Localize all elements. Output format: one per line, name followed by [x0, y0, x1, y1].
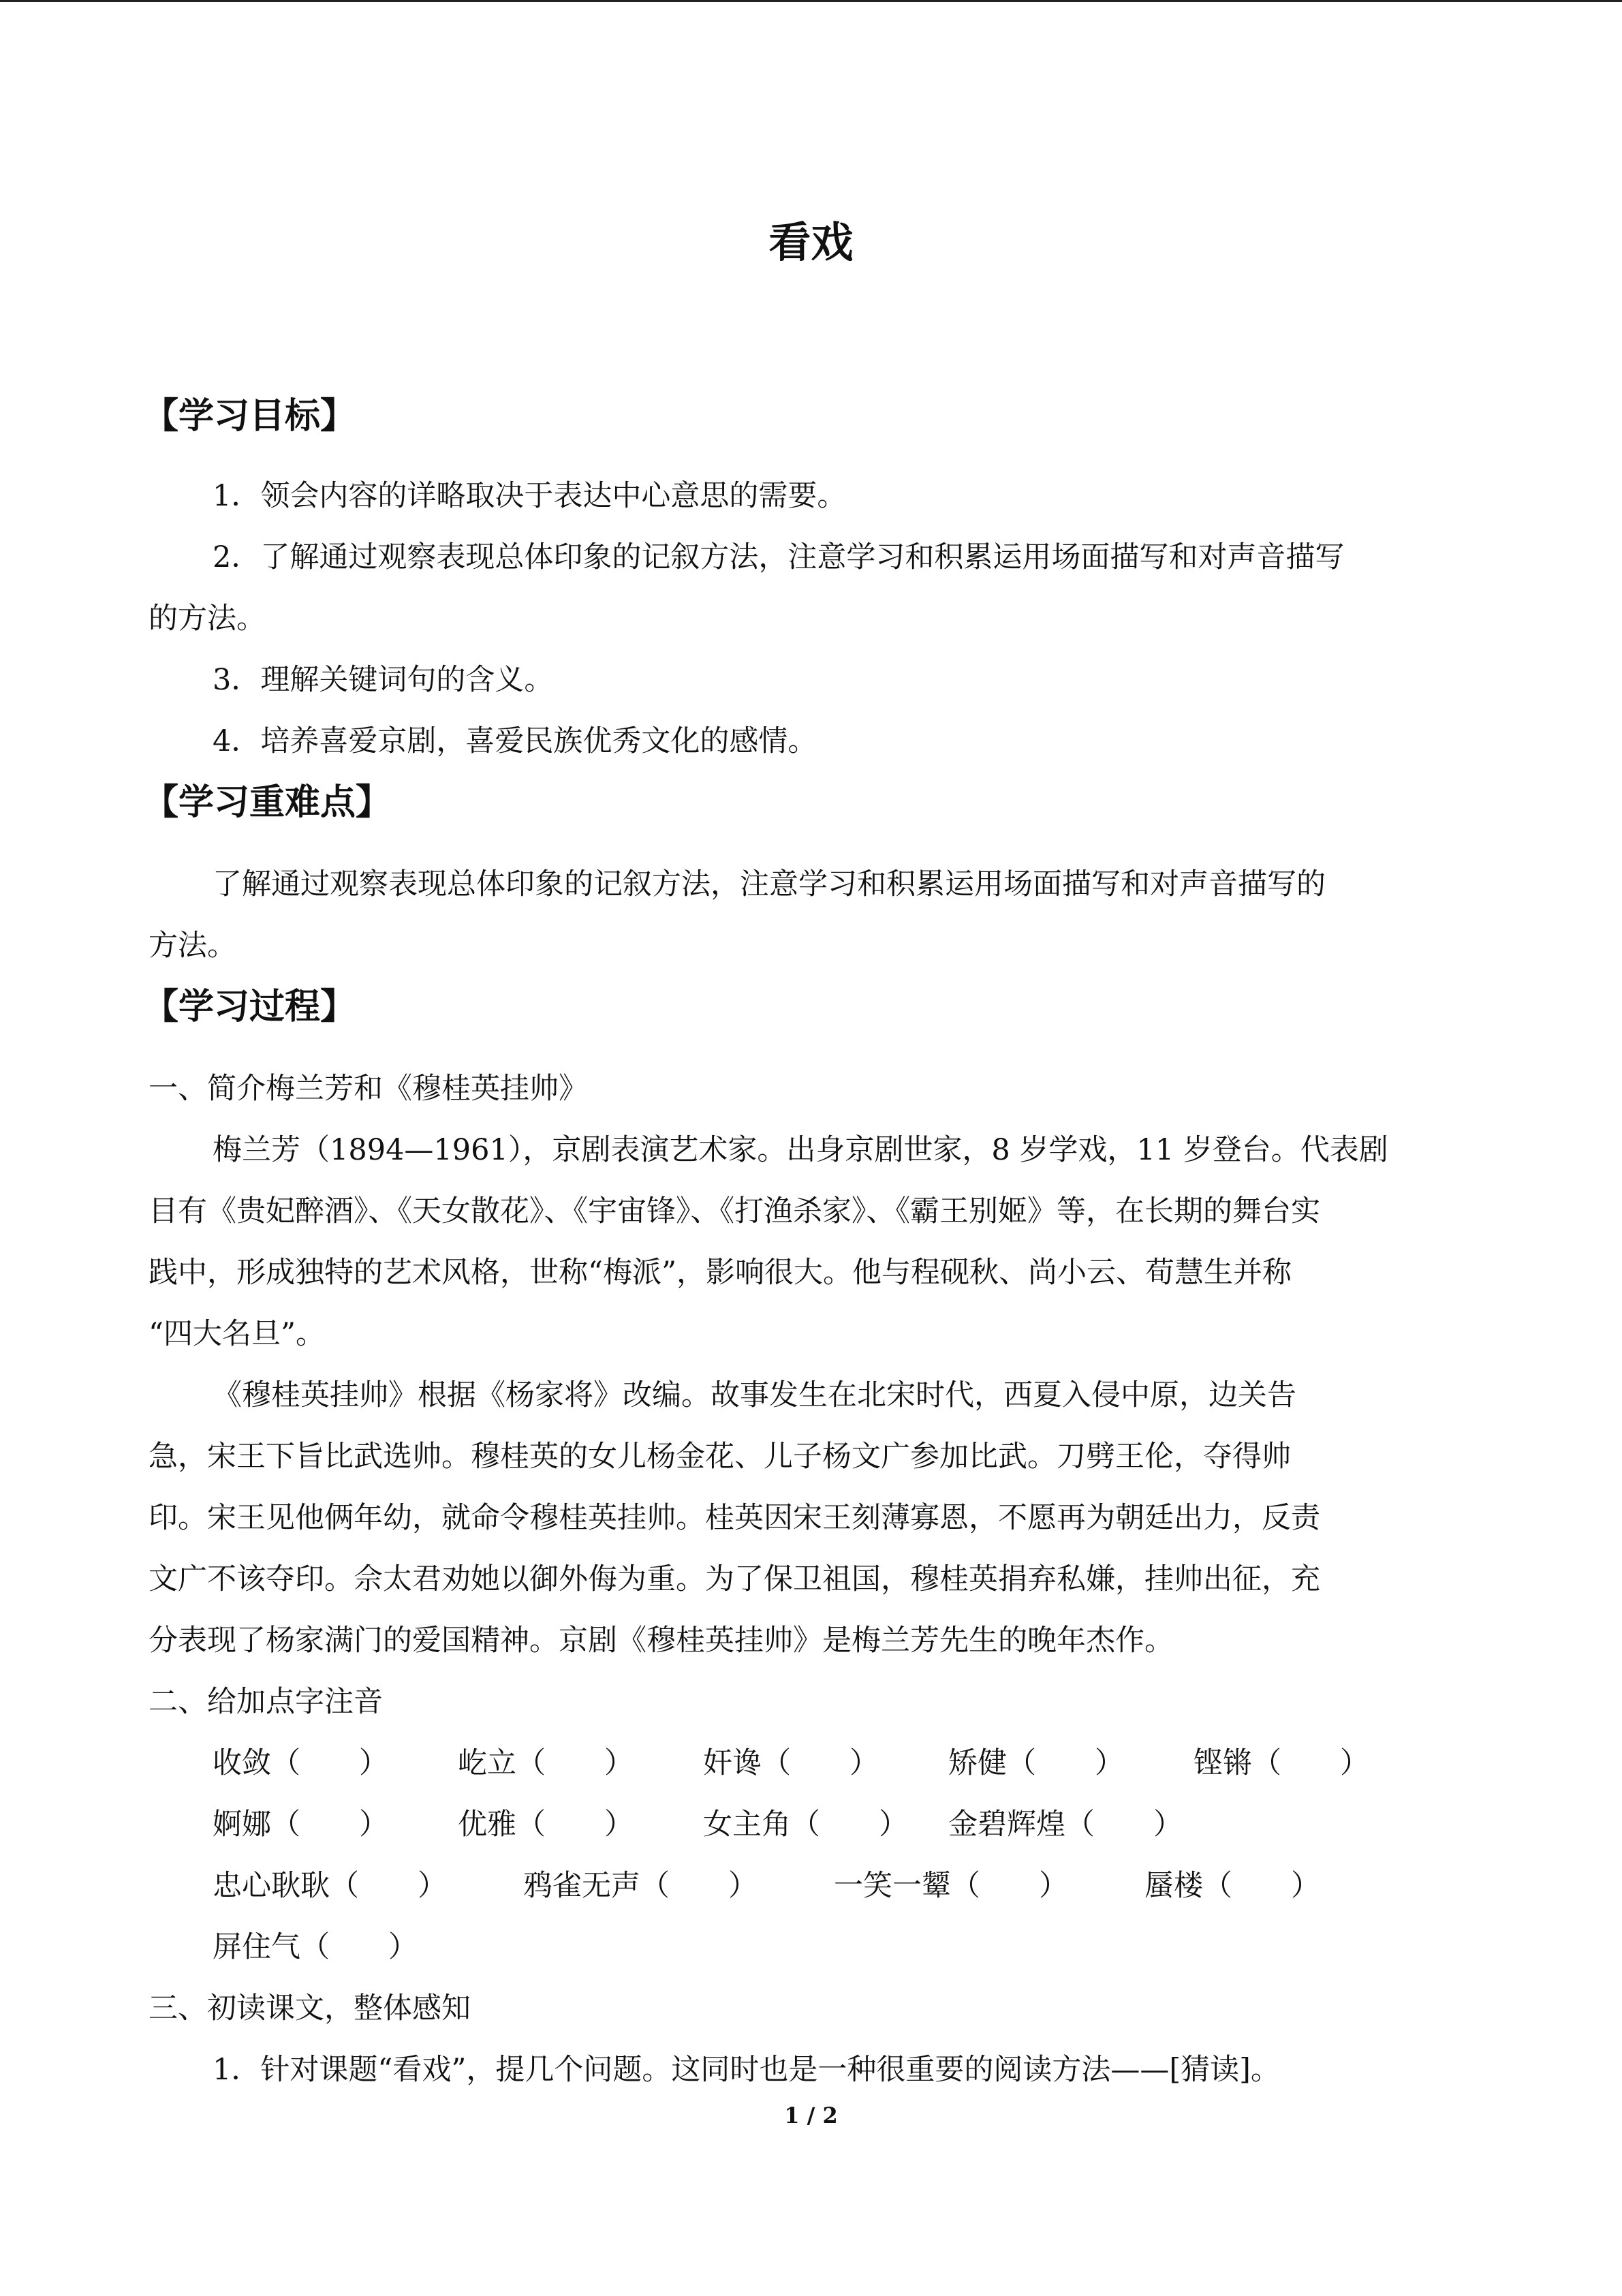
- pinyin-item: 屹立（ ）: [458, 1746, 634, 1780]
- goal-item-1: 1．领会内容的详略取决于表达中心意思的需要。: [213, 479, 847, 513]
- page-title: 看戏: [768, 217, 854, 267]
- document-page: [0, 2, 1622, 2296]
- part3-question-1: 1．针对课题“看戏”，提几个问题。这同时也是一种很重要的阅读方法——[猜读]。: [213, 2053, 1280, 2087]
- part1-p1-line-1: 梅兰芳（1894—1961），京剧表演艺术家。出身京剧世家，8 岁学戏，11 岁登台。代表剧: [213, 1133, 1388, 1167]
- goal-item-2-line-2: 的方法。: [149, 602, 266, 636]
- part1-p1-line-2: 目有《贵妃醉酒》、《天女散花》、《宇宙锋》、《打渔杀家》、《霸王别姬》等，在长期的舞台实: [149, 1194, 1320, 1228]
- part1-title: 一、简介梅兰芳和《穆桂英挂帅》: [149, 1072, 588, 1106]
- pinyin-item: 忠心耿耿（ ）: [213, 1869, 447, 1903]
- key-points-line-2: 方法。: [149, 929, 236, 963]
- part2-title: 二、给加点字注音: [149, 1685, 383, 1719]
- part1-p2-line-3: 印。宋王见他俩年幼，就命令穆桂英挂帅。桂英因宋王刻薄寡恩，不愿再为朝廷出力，反责: [149, 1501, 1320, 1535]
- part1-p1-line-3: 践中，形成独特的艺术风格，世称“梅派”，影响很大。他与程砚秋、尚小云、荀慧生并称: [149, 1256, 1292, 1290]
- part1-p2-line-5: 分表现了杨家满门的爱国精神。京剧《穆桂英挂帅》是梅兰芳先生的晚年杰作。: [149, 1624, 1174, 1658]
- pinyin-item: 女主角（ ）: [703, 1808, 908, 1842]
- part1-p1-line-4: “四大名旦”。: [149, 1317, 325, 1351]
- part1-p2-line-4: 文广不该夺印。佘太君劝她以御外侮为重。为了保卫祖国，穆桂英捐弃私嫌，挂帅出征，充: [149, 1562, 1320, 1596]
- pinyin-item: 优雅（ ）: [458, 1808, 634, 1842]
- part1-p2-line-2: 急，宋王下旨比武选帅。穆桂英的女儿杨金花、儿子杨文广参加比武。刀劈王伦，夺得帅: [149, 1440, 1291, 1474]
- key-points-paragraph: [149, 854, 1484, 976]
- goal-item-2: [149, 527, 1484, 649]
- part1-p2-line-1: 《穆桂英挂帅》根据《杨家将》改编。故事发生在北宋时代，西夏入侵中原，边关告: [213, 1378, 1296, 1412]
- part1-paragraph-1: [149, 1119, 1484, 1365]
- pinyin-item: 蜃楼（ ）: [1144, 1869, 1320, 1903]
- section-heading-key-points: 【学习重难点】: [143, 782, 392, 823]
- pinyin-item: 鸦雀无声（ ）: [523, 1869, 758, 1903]
- pinyin-item: 屏住气（ ）: [213, 1930, 418, 1964]
- pinyin-item: 奸谗（ ）: [703, 1746, 879, 1780]
- section-heading-process: 【学习过程】: [143, 987, 356, 1027]
- part3-title: 三、初读课文，整体感知: [149, 1991, 471, 2026]
- page-number: 1 / 2: [784, 2103, 838, 2128]
- section-heading-goals: 【学习目标】: [143, 396, 356, 437]
- pinyin-item: 收敛（ ）: [213, 1746, 388, 1780]
- pinyin-item: 婀娜（ ）: [213, 1808, 388, 1842]
- pinyin-item: 一笑一颦（ ）: [834, 1869, 1068, 1903]
- goal-item-2-line-1: 2．了解通过观察表现总体印象的记叙方法，注意学习和积累运用场面描写和对声音描写: [213, 540, 1345, 574]
- goal-item-3: 3．理解关键词句的含义。: [213, 663, 554, 697]
- pinyin-item: 铿锵（ ）: [1194, 1746, 1369, 1780]
- goal-item-4: 4．培养喜爱京剧，喜爱民族优秀文化的感情。: [213, 724, 817, 758]
- pinyin-item: 金碧辉煌（ ）: [948, 1808, 1183, 1842]
- pinyin-item: 矫健（ ）: [948, 1746, 1124, 1780]
- key-points-line-1: 了解通过观察表现总体印象的记叙方法，注意学习和积累运用场面描写和对声音描写的: [213, 867, 1326, 901]
- part1-paragraph-2: [149, 1365, 1484, 1671]
